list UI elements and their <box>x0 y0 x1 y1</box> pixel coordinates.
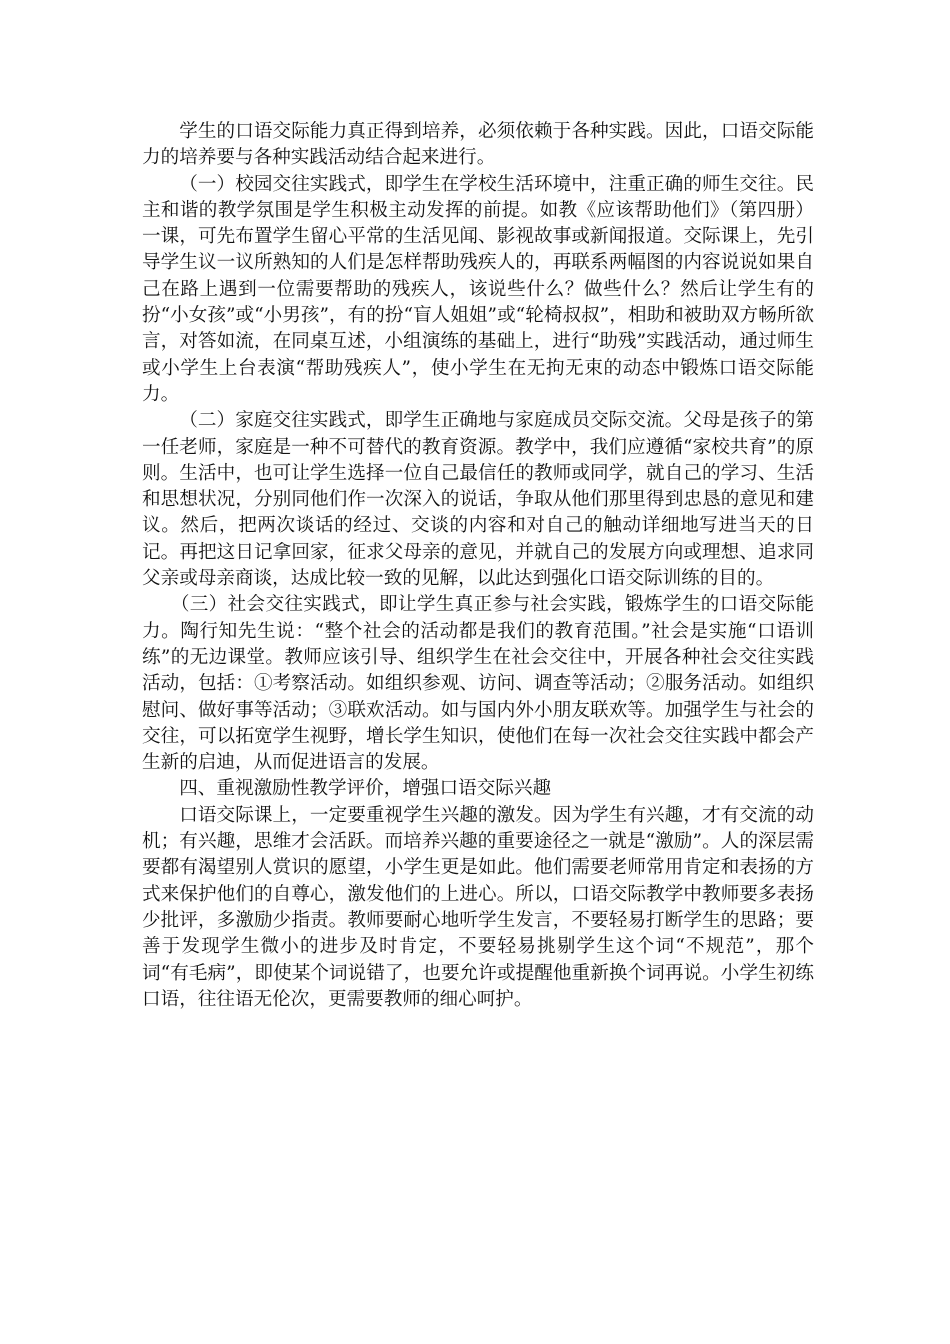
paragraph-practice-intro: 学生的口语交际能力真正得到培养，必须依赖于各种实践。因此，口语交际能力的培养要与各种实践活动结合起来进行。 <box>142 121 814 169</box>
paragraph-campus-practice: （一）校园交往实践式，即学生在学校生活环境中，注重正确的师生交往。民主和谐的教学氛围是学生积极主动发挥的前提。如教《应该帮助他们》（第四册）一课，可先布置学生留心平常的生活见闻、影视故事或新闻报道。交际课上，先引导学生议一议所熟知的人们是怎样帮助残疾人的，再联系两幅图的内容说说如果自己在路上遇到一位需要帮助的残疾人，该说些什么？做些什么？然后让学生有的扮“小女孩”或“小男孩”，有的扮“盲人姐姐”或“轮椅叔叔”，相助和被助双方畅所欲言，对答如流，在同桌互述，小组演练的基础上，进行“助残”实践活动，通过师生或小学生上台表演“帮助残疾人”，使小学生在无拘无束的动态中锻炼口语交际能力。 <box>142 173 814 405</box>
section-heading-incentive-evaluation: 四、重视激励性教学评价，增强口语交际兴趣 <box>179 778 552 800</box>
paragraph-family-practice: （二）家庭交往实践式，即学生正确地与家庭成员交际交流。父母是孩子的第一任老师，家庭是一种不可替代的教育资源。教学中，我们应遵循“家校共育”的原则。生活中，也可让学生选择一位自己最信任的教师或同学，就自己的学习、生活和思想状况，分别同他们作一次深入的说话，争取从他们那里得到忠恳的意见和建议。然后，把两次谈话的经过、交谈的内容和对自己的触动详细地写进当天的日记。再把这日记拿回家，征求父母亲的意见，并就自己的发展方向或理想、追求同父亲或母亲商谈，达成比较一致的见解，以此达到强化口语交际训练的目的。 <box>142 410 814 590</box>
paragraph-incentive-evaluation: 口语交际课上，一定要重视学生兴趣的激发。因为学生有兴趣，才有交流的动机；有兴趣，思维才会活跃。而培养兴趣的重要途径之一就是“激励”。人的深层需要都有渴望别人赏识的愿望，小学生更是如此。他们需要老师常用肯定和表扬的方式来保护他们的自尊心，激发他们的上进心。所以，口语交际教学中教师要多表扬少批评，多激励少指责。教师要耐心地听学生发言，不要轻易打断学生的思路；要善于发现学生微小的进步及时肯定，不要轻易挑剔学生这个词“不规范”，那个词“有毛病”，即使某个词说错了，也要允许或提醒他重新换个词再说。小学生初练口语，往往语无伦次，更需要教师的细心呵护。 <box>142 804 814 1010</box>
paragraph-society-practice: （三）社会交往实践式，即让学生真正参与社会实践，锻炼学生的口语交际能力。陶行知先生说：“整个社会的活动都是我们的教育范围。”社会是实施“口语训练”的无边课堂。教师应该引导、组织学生在社会交往中，开展各种社会交往实践活动，包括：①考察活动。如组织参观、访问、调查等活动；②服务活动。如组织慰问、做好事等活动；③联欢活动。如与国内外小朋友联欢等。加强学生与社会的交往，可以拓宽学生视野，增长学生知识，使他们在每一次社会交往实践中都会产生新的启迪，从而促进语言的发展。 <box>142 594 814 774</box>
document-body <box>142 119 814 1013</box>
